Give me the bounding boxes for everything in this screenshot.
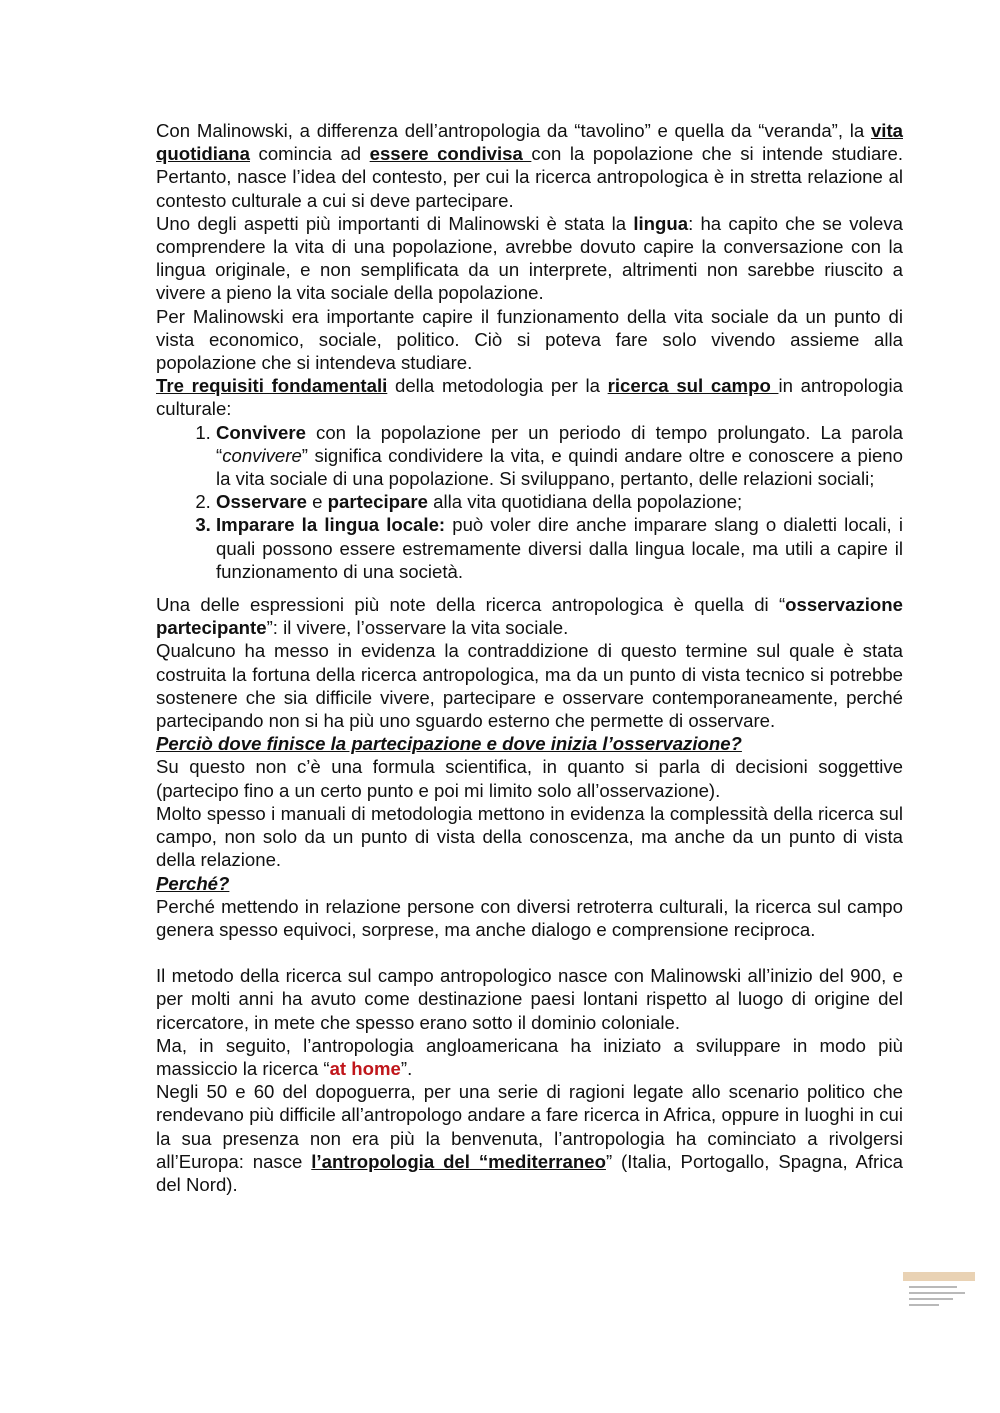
paragraph-at-home: Ma, in seguito, l’antropologia angloamericana ha iniziato a sviluppare in modo più massiccio la ricerca “at home”. — [156, 1034, 903, 1079]
paragraph-formula: Su questo non c’è una formula scientifica, in quanto si parla di decisioni soggettive (partecipo fino a un certo punto e poi mi limito solo all’osservazione). — [156, 756, 903, 801]
requisiti-list — [156, 421, 903, 583]
paragraph-metodo: Il metodo della ricerca sul campo antropologico nasce con Malinowski all’inizio del 900, e per molti anni ha avuto come destinazione paesi lontani rispetto al luogo di origine del ricercatore, in mete che spesso erano sotto il dominio coloniale. — [156, 965, 903, 1033]
paragraph-manuali: Molto spesso i manuali di metodologia mettono in evidenza la complessità della ricerca sul campo, non solo da un punto di vista della conoscenza, ma anche da un punto di vista della relazione. — [156, 802, 903, 871]
term-ricerca-sul-campo: ricerca sul campo — [607, 375, 779, 397]
term-essere-condivisa: essere condivisa — [369, 143, 532, 165]
paragraph-lingua: Uno degli aspetti più importanti di Malinowski è stata la lingua: ha capito che se voleva comprendere la vita di una popolazione, avrebbe dovuto capire la conversazione con la lingua originale, e non semplificata da un interprete, altrimenti non sarebbe riuscito a vivere a pieno la vita sociale della popolazione. — [156, 212, 903, 304]
list-item: 1. Convivere con la popolazione per un periodo di tempo prolungato. La parola “convivere” significa condividere la vita, e quindi andare oltre e conoscere a pieno la vita sociale di una popolazione. Si sviluppano, pertanto, delle relazioni sociali; — [216, 421, 903, 491]
paragraph-perche-answer: Perché mettendo in relazione persone con diversi retroterra culturali, la ricerca sul campo genera spesso equivoci, sorprese, ma anche dialogo e comprensione reciproca. — [156, 895, 903, 940]
document-body — [156, 119, 903, 1196]
thumbnail-line — [909, 1292, 965, 1294]
paragraph-malinowski-intro: Con Malinowski, a differenza dell’antropologia da “tavolino” e quella da “veranda”, la vita quotidiana comincia ad essere condivisa con la popolazione che si intende studiare. Pertanto, nasce l’idea del contesto, per cui la ricerca antropologica è in stretta relazione al contesto culturale a cui si deve partecipare. — [156, 120, 903, 211]
list-item: 2. Osservare e partecipare alla vita quotidiana della popolazione; — [216, 490, 903, 513]
paragraph-requisiti: Tre requisiti fondamentali della metodologia per la ricerca sul campo in antropologia culturale: — [156, 375, 903, 420]
term-osservazione-partecipante: osservazione partecipante — [156, 594, 903, 639]
blank-line — [156, 941, 903, 964]
paragraph-contraddizione: Qualcuno ha messo in evidenza la contraddizione di questo termine sul quale è stata costruita la fortuna della ricerca antropologica, ma da un punto di vista tecnico si potrebbe sostenere che sia difficile vivere, partecipare e osservare contemporaneamente, perché partecipando non si ha più uno sguardo esterno che permette di osservare. — [156, 640, 903, 732]
thumbnail-header-bar — [903, 1272, 975, 1281]
question-partecipazione: Perciò dove finisce la partecipazione e dove inizia l’osservazione? — [156, 733, 742, 755]
thumbnail-line — [909, 1298, 953, 1300]
list-item: 3. Imparare la lingua locale: può voler dire anche imparare slang o dialetti locali, i quali possono essere estremamente diversi dalla lingua locale, ma utili a capire il funzionamento di una società. — [216, 513, 903, 583]
term-lingua: lingua — [633, 212, 689, 234]
term-vita-quotidiana: vita quotidiana — [156, 120, 903, 165]
thumbnail-line — [909, 1286, 957, 1288]
thumbnail-line — [909, 1304, 939, 1306]
page-thumbnail-icon — [903, 1272, 975, 1308]
term-at-home: at home — [329, 1057, 401, 1079]
paragraph-mediterraneo: Negli 50 e 60 del dopoguerra, per una serie di ragioni legate allo scenario politico che rendevano più difficile all’antropologo andare a fare ricerca in Africa, oppure in luoghi in cui la sua presenza non era più la benvenuta, l’antropologia ha cominciato a rivolgersi all’Europa: nasce l’antropologia del “mediterraneo” (Italia, Portogallo, Spagna, Africa del Nord). — [156, 1081, 903, 1195]
question-perche: Perché? — [156, 872, 230, 894]
term-antropologia-mediterraneo: l’antropologia del “mediterraneo — [311, 1150, 606, 1172]
paragraph-funzionamento: Per Malinowski era importante capire il funzionamento della vita sociale da un punto di vista economico, sociale, politico. Ciò si poteva fare solo vivendo assieme alla popolazione che si intendeva studiare. — [156, 305, 903, 374]
paragraph-osservazione: Una delle espressioni più note della ricerca antropologica è quella di “osservazione partecipante”: il vivere, l’osservare la vita sociale. — [156, 594, 903, 639]
term-tre-requisiti: Tre requisiti fondamentali — [156, 375, 388, 397]
